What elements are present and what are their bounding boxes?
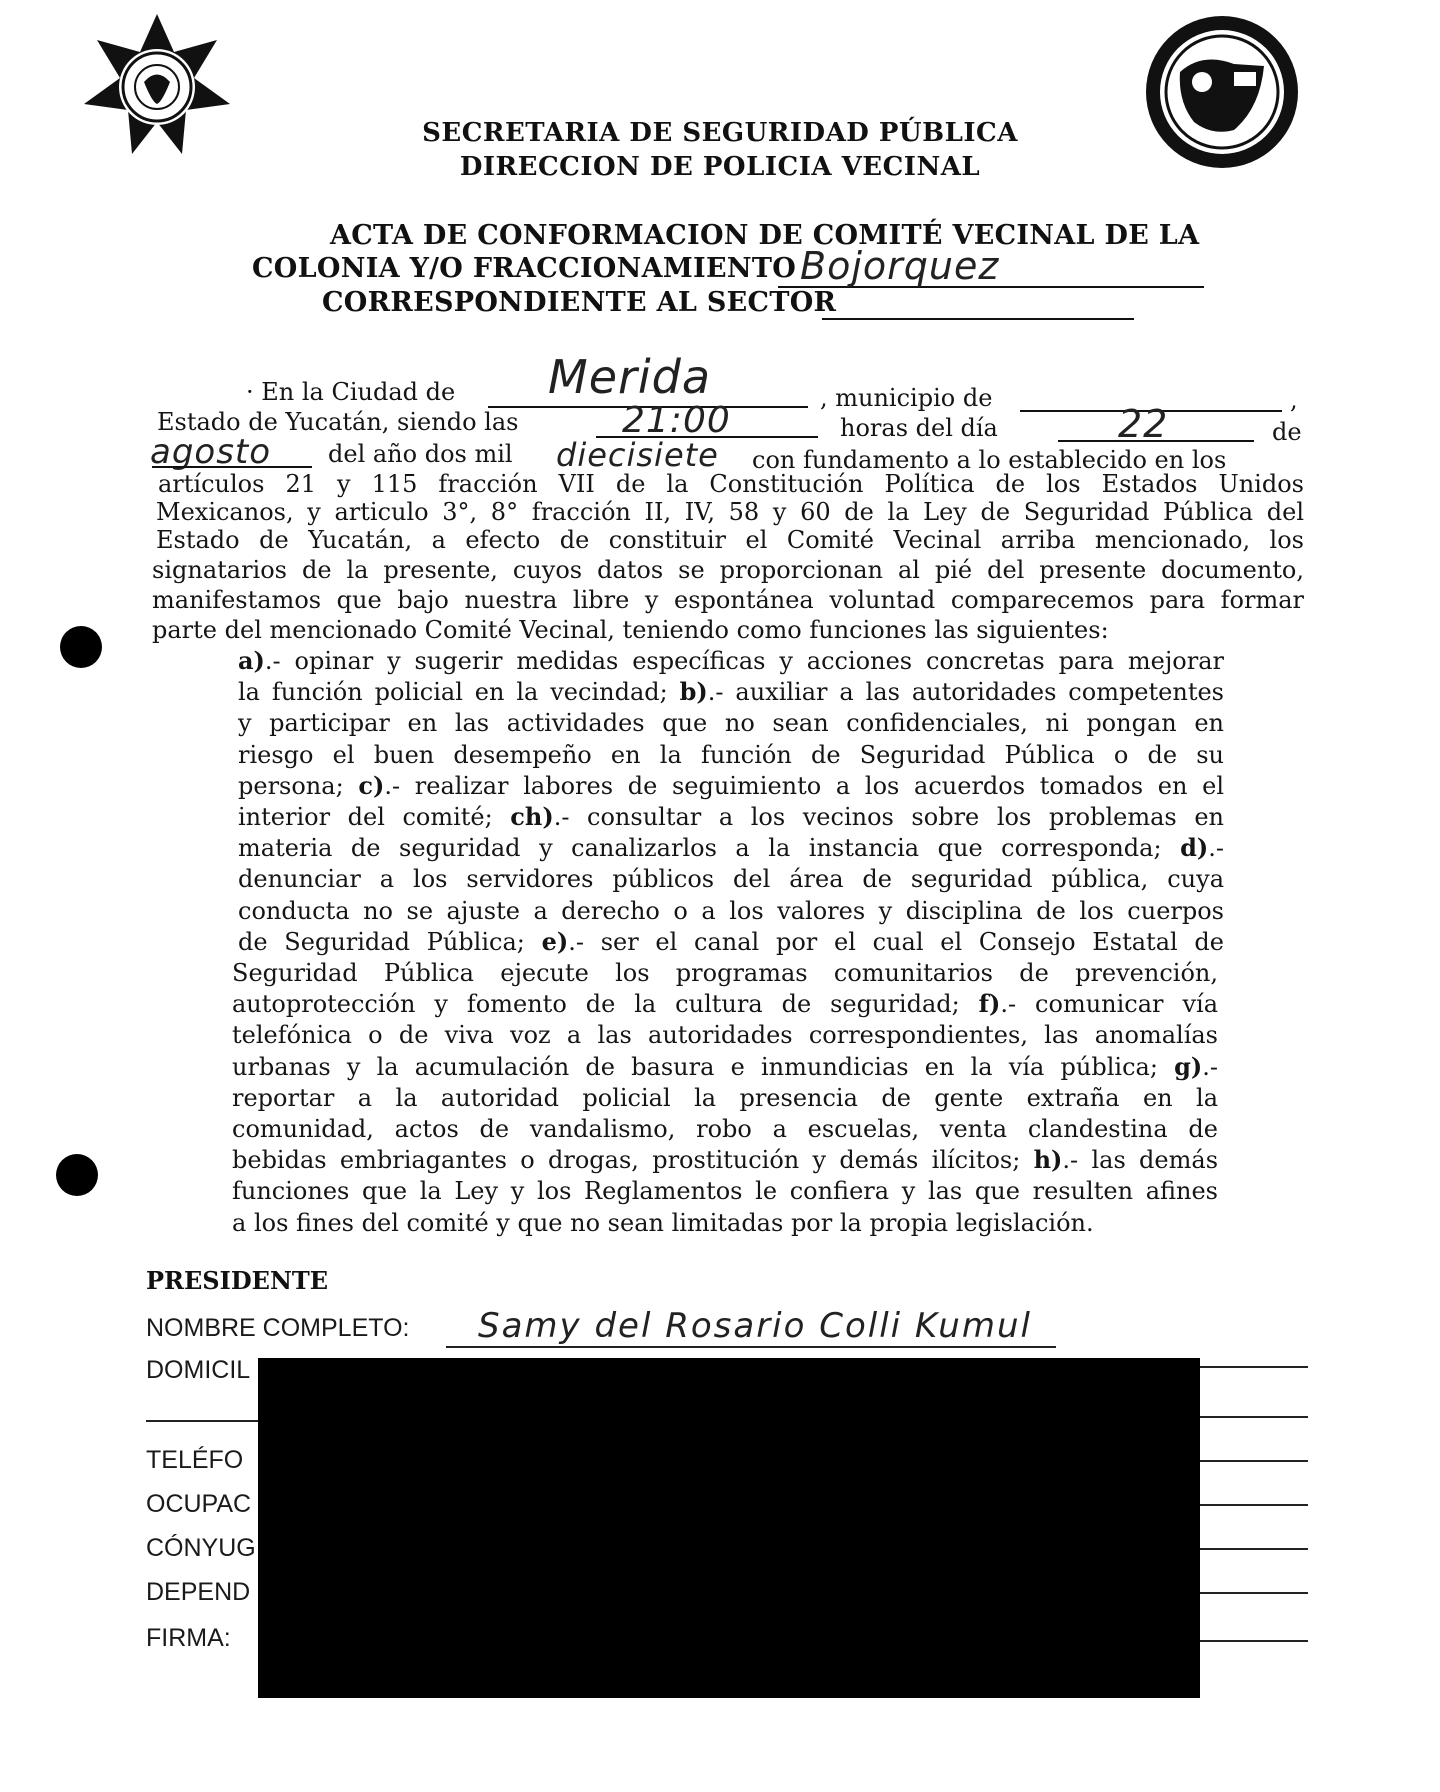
intro-estado-label: Estado de Yucatán, siendo las bbox=[157, 408, 519, 436]
function-text: de Seguridad Pública; bbox=[238, 927, 542, 956]
intro-fundamento: con fundamento a lo establecido en los bbox=[752, 446, 1227, 474]
function-line bbox=[232, 1114, 1218, 1143]
function-line bbox=[238, 771, 1224, 800]
function-text: .- comunicar vía bbox=[1000, 990, 1219, 1019]
function-letter: a) bbox=[238, 646, 265, 675]
dia-handwritten: 22 bbox=[1118, 402, 1169, 446]
intro-line-5: Mexicanos, y articulo 3°, 8° fracción II, IV, 58 y 60 de la Ley de Seguridad Pública del bbox=[156, 498, 1304, 526]
colonia-handwritten: Bojorquez bbox=[800, 244, 1000, 288]
function-text: .- bbox=[1202, 1052, 1218, 1081]
function-line bbox=[232, 989, 1218, 1018]
function-text: materia de seguridad y canalizarlos a la instancia que corresponda; bbox=[238, 834, 1181, 863]
intro-line-9: parte del mencionado Comité Vecinal, teniendo como funciones las siguientes: bbox=[152, 616, 1109, 644]
function-letter: f) bbox=[978, 989, 1001, 1019]
function-text: .- realizar labores de seguimiento a los acuerdos tomados en el bbox=[384, 771, 1224, 800]
function-line bbox=[232, 1176, 1218, 1205]
function-text: .- consultar a los vecinos sobre los problemas en bbox=[553, 803, 1224, 831]
function-text: a los fines del comité y que no sean limitadas por la propia legislación. bbox=[232, 1208, 1094, 1237]
function-line bbox=[238, 646, 1224, 675]
function-text: .- opinar y sugerir medidas específicas y acciones concretas para mejorar bbox=[264, 647, 1224, 675]
intro-de-label: de bbox=[1272, 418, 1302, 446]
consejo-estatal-seal-icon bbox=[1142, 12, 1302, 172]
function-text: urbanas y la acumulación de basura e inmundicias en la vía pública; bbox=[232, 1052, 1175, 1081]
function-letter: g) bbox=[1174, 1051, 1203, 1081]
domicilio-line bbox=[1200, 1366, 1308, 1368]
header-line-2: DIRECCION DE POLICIA VECINAL bbox=[459, 152, 981, 182]
nombre-completo-line bbox=[446, 1346, 1056, 1348]
function-line bbox=[232, 1083, 1218, 1112]
function-letter: ch) bbox=[510, 802, 554, 831]
function-letter: e) bbox=[541, 926, 569, 956]
function-line bbox=[238, 802, 1224, 831]
anio-handwritten: diecisiete bbox=[556, 436, 719, 474]
function-text: la función policial en la vecindad; bbox=[238, 678, 680, 707]
conyuge-line bbox=[1200, 1548, 1308, 1550]
function-text: telefónica o de viva voz a las autoridades correspondientes, las anomalías bbox=[232, 1021, 1218, 1050]
function-text: y participar en las actividades que no sean confidenciales, ni pongan en bbox=[238, 709, 1224, 738]
intro-anio-label: del año dos mil bbox=[328, 440, 513, 468]
function-text: interior del comité; bbox=[238, 803, 511, 831]
function-text: bebidas embriagantes o drogas, prostitución y demás ilícitos; bbox=[232, 1146, 1034, 1175]
telefono-line bbox=[1200, 1460, 1308, 1462]
telefono-label: TELÉFO bbox=[146, 1446, 244, 1474]
function-line bbox=[238, 927, 1224, 956]
domicilio-line-2-right bbox=[1200, 1416, 1308, 1418]
intro-horas-label: horas del día bbox=[840, 414, 998, 442]
function-line bbox=[238, 833, 1224, 862]
function-text: .- bbox=[1208, 834, 1224, 863]
hora-handwritten: 21:00 bbox=[622, 400, 731, 441]
dependientes-line bbox=[1200, 1592, 1308, 1594]
function-line bbox=[232, 1208, 1218, 1237]
header-line-1: SECRETARIA DE SEGURIDAD PÚBLICA bbox=[422, 118, 1018, 148]
punch-hole-bottom bbox=[56, 1154, 98, 1196]
function-text: reportar a la autoridad policial la presencia de gente extraña en la bbox=[232, 1083, 1218, 1112]
title-line-1: ACTA DE CONFORMACION DE COMITÉ VECINAL DE LA bbox=[330, 220, 1200, 251]
function-line bbox=[238, 864, 1224, 893]
function-line bbox=[238, 896, 1224, 925]
nombre-completo-label: NOMBRE COMPLETO: bbox=[146, 1314, 410, 1342]
function-text: .- auxiliar a las autoridades competentes bbox=[707, 678, 1224, 707]
function-letter: h) bbox=[1033, 1145, 1063, 1175]
intro-line-6: Estado de Yucatán, a efecto de constituir el Comité Vecinal arriba mencionado, los bbox=[156, 526, 1304, 554]
intro-comma: , bbox=[1290, 386, 1298, 414]
firma-line bbox=[1200, 1640, 1308, 1642]
function-line bbox=[232, 1020, 1218, 1049]
intro-municipio-label: , municipio de bbox=[820, 384, 993, 412]
function-text: denunciar a los servidores públicos del área de seguridad pública, cuya bbox=[238, 865, 1224, 894]
function-text: funciones que la Ley y los Reglamentos le confiera y las que resulten afines bbox=[232, 1177, 1218, 1206]
function-text: riesgo el buen desempeño en la función de Seguridad Pública o de su bbox=[238, 740, 1224, 769]
function-text: Seguridad Pública ejecute los programas comunitarios de prevención, bbox=[232, 959, 1218, 987]
function-line bbox=[232, 1052, 1218, 1081]
intro-ciudad-label: · En la Ciudad de bbox=[246, 378, 456, 406]
ciudad-handwritten: Merida bbox=[548, 350, 712, 404]
president-heading: PRESIDENTE bbox=[146, 1266, 329, 1295]
conyuge-label: CÓNYUG bbox=[146, 1534, 256, 1562]
function-text: comunidad, actos de vandalismo, robo a escuelas, venta clandestina de bbox=[232, 1115, 1218, 1143]
domicilio-label: DOMICIL bbox=[146, 1356, 251, 1384]
function-text: persona; bbox=[238, 771, 359, 800]
redaction-block bbox=[258, 1358, 1200, 1698]
function-letter: d) bbox=[1180, 833, 1209, 863]
title-line-3: CORRESPONDIENTE AL SECTOR bbox=[322, 287, 837, 318]
nombre-completo-handwritten: Samy del Rosario Colli Kumul bbox=[478, 1306, 1032, 1346]
ocupacion-label: OCUPAC bbox=[146, 1490, 252, 1518]
intro-line-4: artículos 21 y 115 fracción VII de la Constitución Política de los Estados Unidos bbox=[158, 470, 1304, 498]
function-text: .- ser el canal por el cual el Consejo Estatal de bbox=[568, 927, 1224, 956]
function-line bbox=[238, 740, 1224, 769]
mes-blank bbox=[152, 466, 312, 468]
function-line bbox=[232, 1145, 1218, 1174]
function-line bbox=[238, 677, 1224, 706]
function-letter: b) bbox=[679, 677, 708, 707]
ocupacion-line bbox=[1200, 1504, 1308, 1506]
function-letter: c) bbox=[358, 770, 385, 800]
mes-handwritten: agosto bbox=[150, 432, 272, 472]
function-text: .- las demás bbox=[1062, 1146, 1219, 1175]
intro-line-7: signatarios de la presente, cuyos datos se proporcionan al pié del presente documento, bbox=[152, 556, 1304, 584]
function-line bbox=[238, 708, 1224, 737]
function-text: conducta no se ajuste a derecho o a los valores y disciplina de los cuerpos bbox=[238, 896, 1224, 925]
firma-label: FIRMA: bbox=[146, 1624, 231, 1652]
domicilio-line-2-left bbox=[146, 1420, 258, 1422]
function-line bbox=[232, 958, 1218, 987]
intro-line-8: manifestamos que bajo nuestra libre y espontánea voluntad comparecemos para formar bbox=[152, 586, 1304, 614]
sector-blank bbox=[822, 318, 1134, 320]
punch-hole-top bbox=[60, 626, 102, 668]
dependientes-label: DEPEND bbox=[146, 1578, 251, 1606]
function-text: autoprotección y fomento de la cultura de seguridad; bbox=[232, 990, 979, 1019]
title-line-2: COLONIA Y/O FRACCIONAMIENTO bbox=[252, 253, 797, 284]
